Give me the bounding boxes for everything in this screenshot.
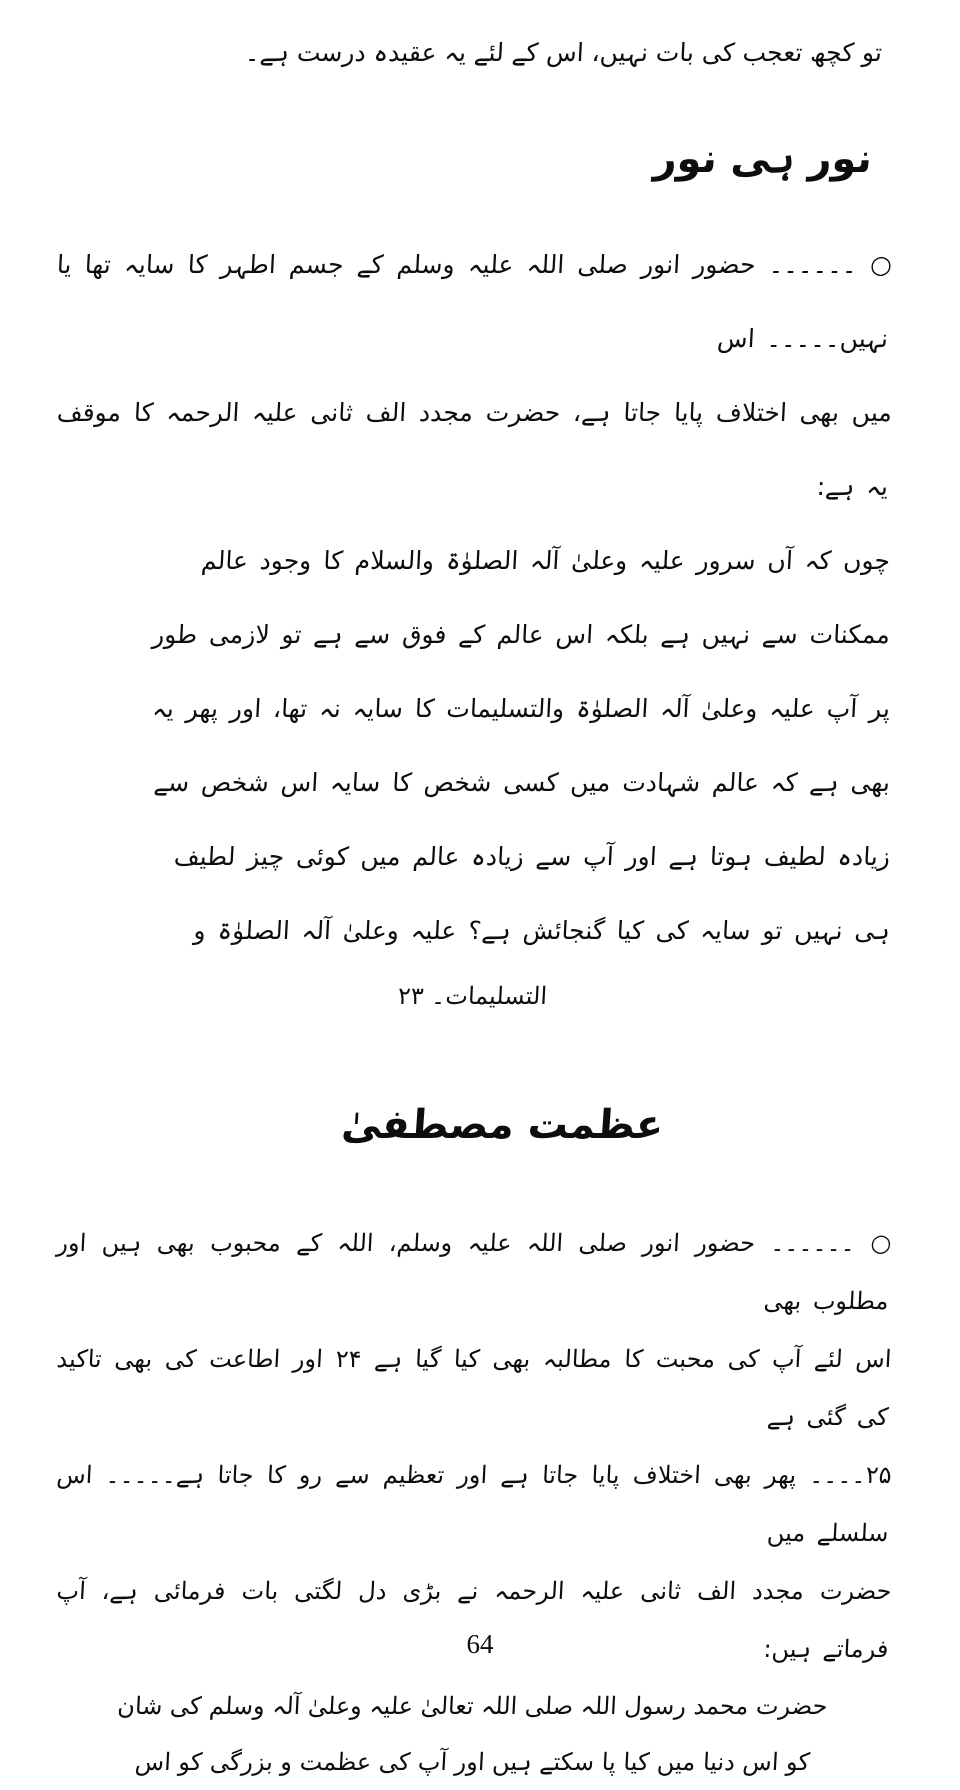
- body-line: پر آپ علیہ وعلیٰ آلہ الصلوٰۃ والتسلیمات کا سایہ نہ تھا، اور پھر یہ: [151, 694, 891, 723]
- section-heading-noor: نور ہی نور: [652, 136, 874, 182]
- document-body: [55, 28, 893, 1790]
- body-line: بھی ہے کہ عالم شہادت میں کسی شخص کا سایہ اس شخص سے: [152, 768, 891, 797]
- body-line: ممکنات سے نہیں ہے بلکہ اس عالم کے فوق سے ہے تو لازمی طور: [151, 620, 891, 649]
- opening-paragraph-line: تو کچھ تعجب کی بات نہیں، اس کے لئے یہ عقیدہ درست ہے۔: [244, 38, 883, 67]
- spacer: [55, 78, 890, 136]
- spacer: [55, 1024, 890, 1102]
- body-line: ۲۵۔۔۔۔ پھر بھی اختلاف پایا جاتا ہے اور تعظیم سے رو کا جاتا ہے۔۔۔۔۔ اس سلسلے میں: [55, 1461, 893, 1547]
- spacer: [55, 1148, 890, 1214]
- page-number: 64: [466, 1629, 494, 1659]
- body-line: اس لئے آپ کی محبت کا مطالبہ بھی کیا گیا ہے ۲۴ اور اطاعت کی بھی تاکید کی گئی ہے: [55, 1345, 893, 1431]
- body-line: زیادہ لطیف ہوتا ہے اور آپ سے زیادہ عالم میں کوئی چیز لطیف: [173, 842, 891, 871]
- body-line: ہی نہیں تو سایہ کی کیا گنجائش ہے؟ علیہ وعلیٰ آلہ الصلوٰۃ و: [192, 916, 891, 945]
- body-line: کو اس دنیا میں کیا پا سکتے ہیں اور آپ کی عظمت و بزرگی کو اس: [134, 1748, 811, 1776]
- body-line: میں بھی اختلاف پایا جاتا ہے، حضرت مجدد الف ثانی علیہ الرحمہ کا موقف یہ ہے:: [56, 398, 893, 501]
- body-line: حضرت مجدد الف ثانی علیہ الرحمہ نے بڑی دل لگتی بات فرمائی ہے، آپ فرماتے ہیں:: [55, 1577, 893, 1663]
- body-line-reference: التسلیمات۔ ۲۳: [397, 982, 548, 1010]
- section-ismat-body: [55, 1214, 893, 1790]
- body-line: ○ ۔۔۔۔۔۔ حضور انور صلی اللہ علیہ وسلم کے جسم اطہر کا سایہ تھا یا نہیں۔۔۔۔۔ اس: [56, 250, 893, 353]
- section-heading-ismat: عظمت مصطفیٰ: [340, 1102, 665, 1148]
- body-line: حضرت محمد رسول اللہ صلی اللہ تعالیٰ علیہ وعلیٰ آلہ وسلم کی شان: [116, 1692, 829, 1720]
- body-line: ○ ۔۔۔۔۔۔ حضور انور صلی اللہ علیہ وسلم، اللہ کے محبوب بھی ہیں اور مطلوب بھی: [55, 1229, 893, 1315]
- section-noor-body: [55, 228, 893, 1024]
- spacer: [55, 182, 890, 228]
- body-line: چوں کہ آں سرور علیہ وعلیٰ آلہ الصلوٰۃ والسلام کا وجود عالم: [200, 546, 891, 575]
